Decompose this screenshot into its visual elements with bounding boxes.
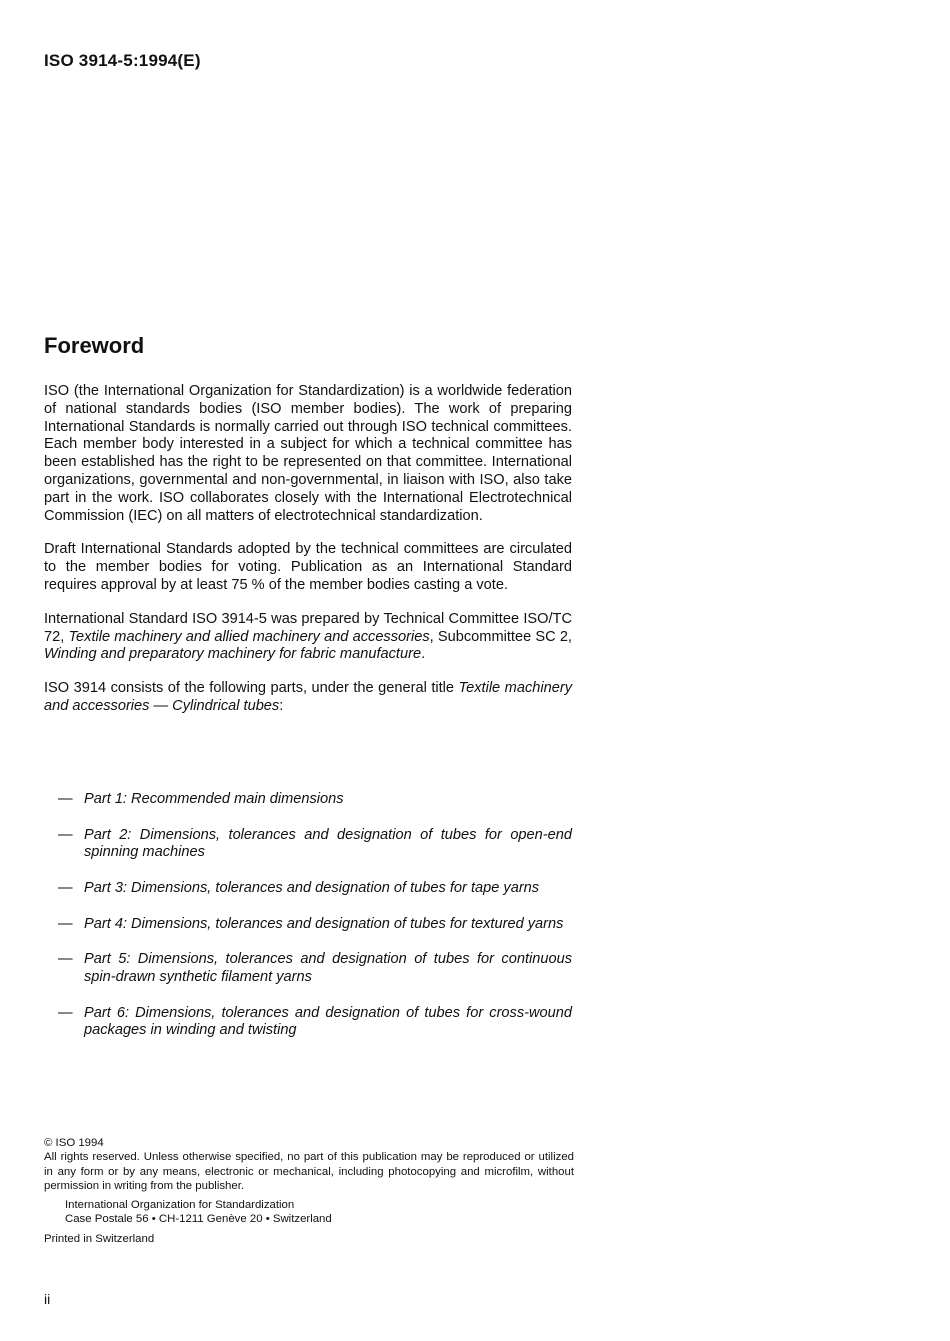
- part-3-text: Part 3: Dimensions, tolerances and designation of tubes for tape yarns: [84, 879, 540, 896]
- para3-text-3: .: [421, 646, 426, 663]
- para4-text-1: ISO 3914 consists of the following parts, under the general title: [44, 680, 459, 697]
- part-4-text: Part 4: Dimensions, tolerances and designation of tubes for textured yarns: [84, 915, 564, 932]
- dash-marker: —: [58, 791, 73, 807]
- foreword-paragraph-4: [44, 680, 572, 716]
- foreword-heading: Foreword: [44, 333, 145, 358]
- list-item: [44, 951, 572, 987]
- parts-list: [44, 791, 572, 1058]
- foreword-paragraph-3: [44, 611, 572, 664]
- list-item: [44, 1005, 572, 1041]
- subcommittee-title: Winding and preparatory machinery for fabric manufacture: [44, 646, 422, 663]
- foreword-body: [44, 383, 572, 732]
- dash-marker: —: [58, 1004, 73, 1021]
- printed-location: Printed in Switzerland: [44, 1232, 155, 1245]
- copyright-notice: © ISO 1994: [44, 1137, 104, 1149]
- list-item: [44, 827, 572, 863]
- para4-text-2: :: [279, 697, 284, 714]
- list-item: [44, 791, 572, 809]
- page-number: ii: [44, 1291, 51, 1307]
- committee-title: Textile machinery and allied machinery and accessories: [68, 628, 430, 645]
- general-title: Textile machinery and accessories — Cylindrical tubes: [44, 680, 572, 714]
- list-item: [44, 916, 572, 934]
- list-item: [44, 880, 572, 898]
- foreword-paragraph-2: Draft International Standards adopted by the technical committees are circulated to the member bodies for voting. Publication as an International Standard requires approval by at least 75 % of the member bodies casting a vote.: [44, 541, 572, 593]
- document-identifier: ISO 3914-5:1994(E): [44, 51, 201, 70]
- dash-marker: —: [58, 915, 73, 932]
- part-6-text: Part 6: Dimensions, tolerances and designation of tubes for cross-wound packages in winding and twisting: [84, 1004, 572, 1039]
- para3-text-1: International Standard ISO 3914-5 was prepared by Technical Committee ISO/TC 72,: [44, 610, 572, 645]
- publisher-name: International Organization for Standardization: [65, 1199, 295, 1212]
- para3-text-2: , Subcommittee SC 2,: [429, 628, 572, 645]
- foreword-paragraph-1: ISO (the International Organization for Standardization) is a worldwide federation of national standards bodies (ISO member bodies). The work of preparing International Standards is normally carried out through ISO technical committees. Each member body interested in a subject for which a technical committee has been established has the right to be represented on that committee. International organizations, governmental and non-governmental, in liaison with ISO, also take part in the work. ISO collaborates closely with the International Electrotechnical Commission (IEC) on all matters of electrotechnical standardization.: [44, 383, 572, 524]
- dash-marker: —: [58, 879, 73, 896]
- dash-marker: —: [58, 826, 73, 843]
- rights-statement: All rights reserved. Unless otherwise specified, no part of this publication may be reproduced or utilized in any form or by any means, electronic or mechanical, including photocopying and microfilm, without permission in writing from the publisher.: [44, 1151, 574, 1192]
- copyright-block: [44, 1136, 574, 1246]
- part-2-text: Part 2: Dimensions, tolerances and designation of tubes for open-end spinning machines: [84, 826, 572, 861]
- part-5-text: Part 5: Dimensions, tolerances and designation of tubes for continuous spin-drawn synthetic filament yarns: [84, 951, 572, 985]
- part-1-text: Part 1: Recommended main dimensions: [84, 791, 344, 807]
- dash-marker: —: [58, 951, 73, 968]
- publisher-address: Case Postale 56 • CH-1211 Genève 20 • Switzerland: [65, 1213, 332, 1226]
